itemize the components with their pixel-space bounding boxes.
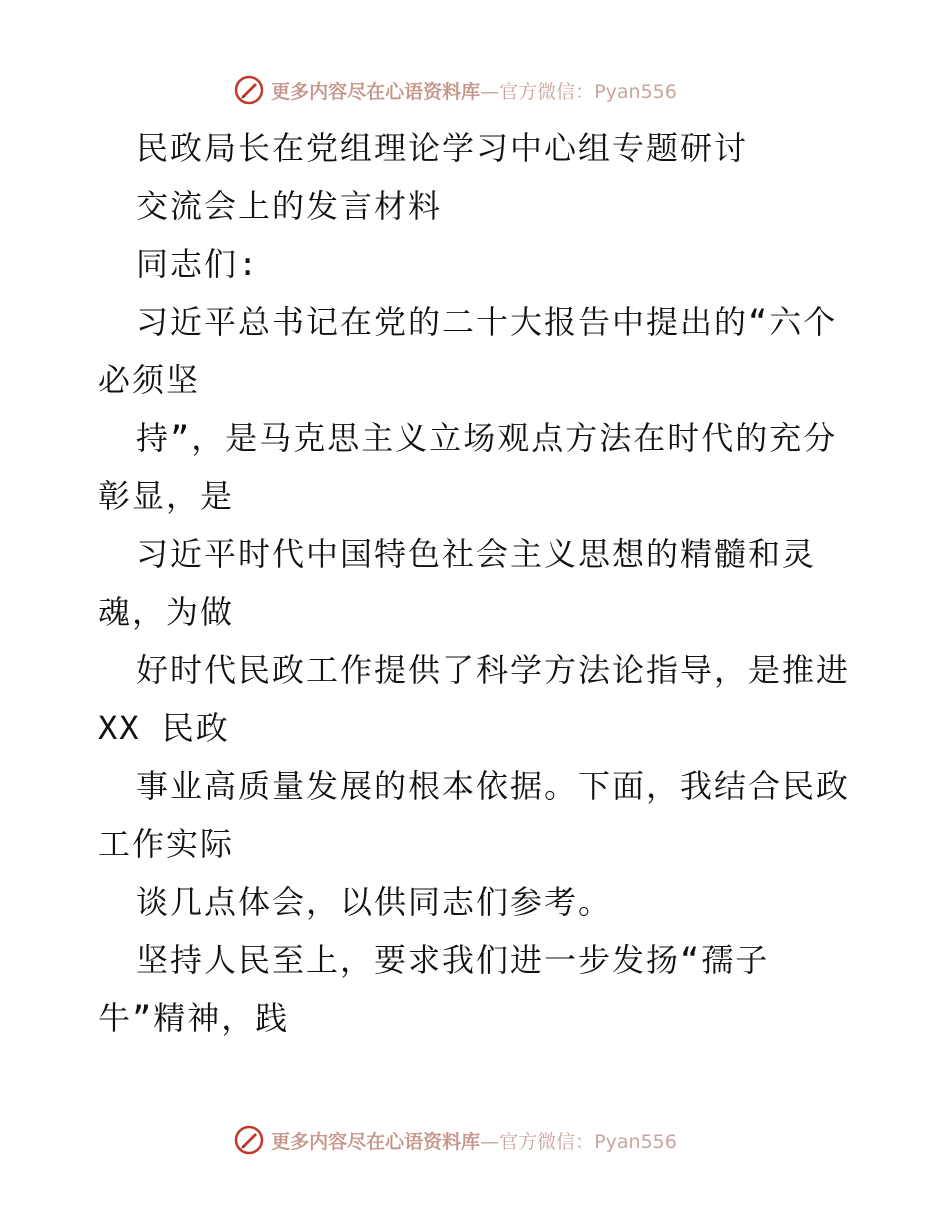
paragraph-line: 习近平总书记在党的二十大报告中提出的“六个 [136, 303, 838, 341]
watermark-account: Pyan556 [594, 80, 677, 103]
quill-logo-icon [233, 1124, 265, 1156]
paragraph-line: XX 民政 [98, 709, 230, 747]
watermark-dash: — [480, 1130, 500, 1153]
paragraph-line: 持”，是马克思主义立场观点方法在时代的充分 [136, 419, 838, 457]
watermark-account: Pyan556 [594, 1130, 677, 1153]
paragraph-line: 好时代民政工作提供了科学方法论指导，是推进 [136, 651, 851, 689]
paragraph-line: 谈几点体会，以供同志们参考。 [136, 883, 613, 921]
salutation: 同志们: [136, 245, 260, 283]
paragraph-line: 魂，为做 [98, 593, 235, 631]
document-title-line-2: 交流会上的发言材料 [136, 187, 443, 225]
watermark-text [271, 1127, 677, 1154]
footer-watermark [0, 1120, 950, 1160]
quill-logo-icon [233, 74, 265, 106]
watermark-dash: — [480, 80, 500, 103]
paragraph-line: 工作实际 [98, 825, 235, 863]
paragraph-line: 牛”精神，践 [98, 999, 290, 1037]
paragraph-line: 习近平时代中国特色社会主义思想的精髓和灵 [136, 535, 817, 573]
watermark-brand: 更多内容尽在心语资料库 [271, 80, 481, 103]
header-watermark [0, 70, 950, 110]
watermark-text [271, 77, 677, 104]
paragraph-line: 事业高质量发展的根本依据。下面，我结合民政 [136, 767, 851, 805]
paragraph-line: 必须坚 [98, 361, 201, 399]
document-title-line-1: 民政局长在党组理论学习中心组专题研讨 [136, 129, 749, 167]
watermark-label: 官方微信： [499, 1130, 595, 1153]
paragraph-line: 彰显，是 [98, 477, 235, 515]
watermark-brand: 更多内容尽在心语资料库 [271, 1130, 481, 1153]
paragraph-line: 坚持人民至上，要求我们进一步发扬“孺子 [136, 941, 770, 979]
watermark-label: 官方微信： [499, 80, 595, 103]
